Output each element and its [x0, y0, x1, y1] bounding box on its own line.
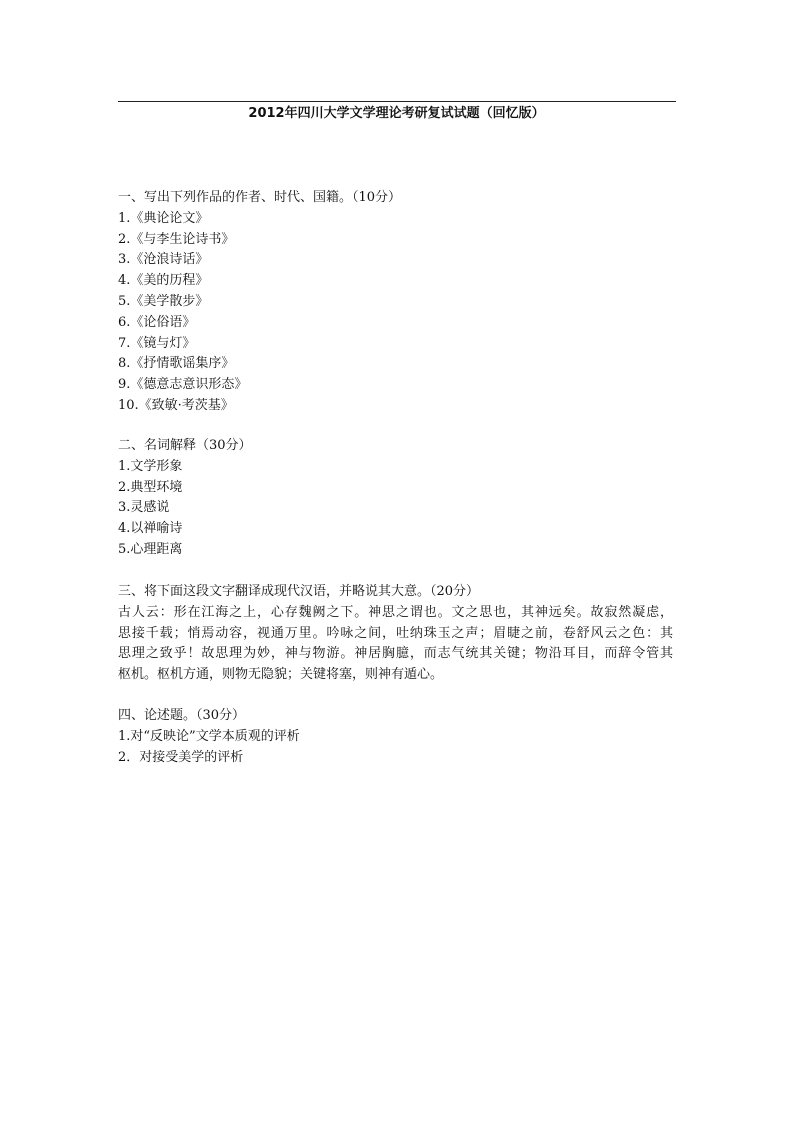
list-item: 3.《沧浪诗话》 [118, 252, 209, 268]
header-rule [118, 101, 676, 102]
list-item: 8.《抒情歌谣集序》 [118, 356, 235, 372]
section-1 [118, 188, 678, 417]
list-item: 2.《与李生论诗书》 [118, 231, 235, 247]
list-item: 1.《典论论文》 [118, 210, 209, 226]
list-item: 4.以禅喻诗 [118, 521, 183, 537]
list-item: 6.《论俗语》 [118, 314, 196, 330]
section-2 [118, 436, 678, 561]
list-item: 4.《美的历程》 [118, 273, 209, 289]
list-item: 10.《致敏·考茨基》 [118, 397, 234, 413]
passage-line: 枢机。枢机方通，则物无隐貌；关键将塞，则神有遁心。 [118, 667, 444, 683]
list-item: 2．对接受美学的评析 [118, 749, 244, 765]
section-3 [118, 582, 678, 686]
section-heading: 四、论述题。（30分） [118, 708, 246, 723]
passage-line: 古人云：形在江海之上，心存魏阙之下。神思之谓也。文之思也，其神远矣。故寂然凝虑， [118, 604, 673, 620]
section-heading: 三、将下面这段文字翻译成现代汉语，并略说其大意。（20分） [118, 584, 480, 599]
list-item: 5.《美学散步》 [118, 293, 209, 309]
section-heading: 二、名词解释（30分） [118, 438, 252, 453]
page-title: 2012年四川大学文学理论考研复试试题（回忆版） [248, 106, 545, 121]
section-4 [118, 706, 678, 768]
passage-line: 思理之致乎！故思理为妙，神与物游。神居胸臆，而志气统其关键；物沿耳目，而辞令管其 [118, 646, 673, 662]
list-item: 9.《德意志意识形态》 [118, 377, 248, 393]
list-item: 2.典型环境 [118, 479, 183, 495]
passage-line: 思接千载；悄焉动容，视通万里。吟咏之间，吐纳珠玉之声；眉睫之前，卷舒风云之色：其 [118, 625, 673, 641]
section-heading: 一、写出下列作品的作者、时代、国籍。（10分） [118, 190, 402, 205]
list-item: 5.心理距离 [118, 541, 183, 557]
list-item: 7.《镜与灯》 [118, 335, 196, 351]
list-item: 1.对“反映论”文学本质观的评析 [118, 728, 300, 744]
list-item: 1.文学形象 [118, 458, 183, 474]
list-item: 3.灵感说 [118, 500, 170, 516]
